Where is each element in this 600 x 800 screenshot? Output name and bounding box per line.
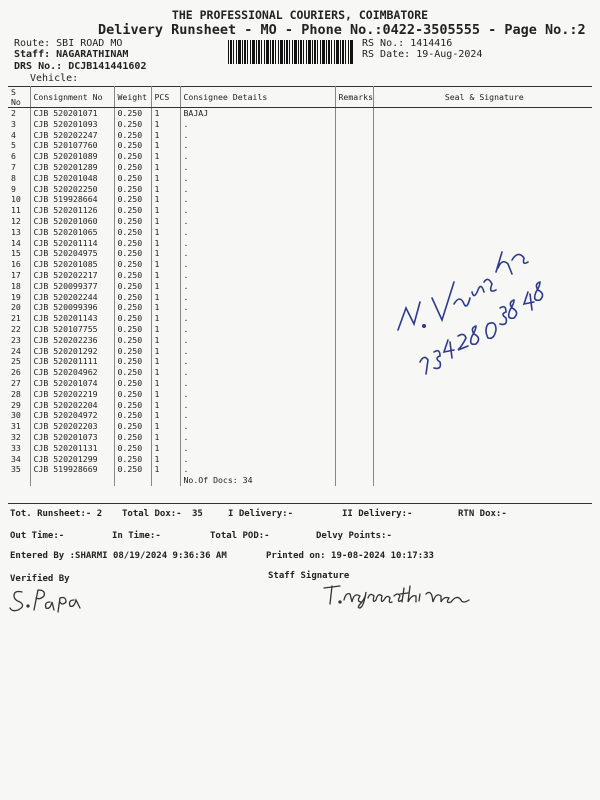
table-row [8,389,592,400]
in-time: In Time:- [112,531,161,541]
cell-consignment: CJB 520201111 [30,356,114,367]
cell-sno: 26 [8,367,30,378]
vehicle-label: Vehicle: [30,73,79,84]
cell-sno: 2 [8,108,30,119]
cell-sno: 12 [8,216,30,227]
cell-consignment: CJB 520201143 [30,313,114,324]
cell-remarks [335,324,373,335]
table-bottom-rule [8,503,592,504]
cell-consignee: . [180,443,335,454]
cell-consignment: CJB 520201114 [30,238,114,249]
cell-pcs: 1 [151,346,180,357]
cell-remarks [335,313,373,324]
cell-seal [373,443,592,454]
cell-weight: 0.250 [114,162,151,173]
rtn-dox: RTN Dox:- [458,509,507,519]
cell-sno: 5 [8,140,30,151]
cell-pcs: 1 [151,130,180,141]
rs-no-label: RS No.: [362,38,405,49]
cell-consignee: . [180,281,335,292]
cell-weight: 0.250 [114,389,151,400]
cell-seal [373,194,592,205]
cell-weight: 0.250 [114,443,151,454]
cell-sno: 4 [8,130,30,141]
cell-remarks [335,151,373,162]
table-row [8,454,592,465]
cell-remarks [335,205,373,216]
cell-sno: 28 [8,389,30,400]
cell-weight: 0.250 [114,119,151,130]
cell-consignee: . [180,313,335,324]
cell-consignee: . [180,464,335,475]
cell-seal [373,400,592,411]
table-row [8,184,592,195]
col-sno: S No [8,87,30,108]
cell-weight: 0.250 [114,421,151,432]
cell-seal [373,162,592,173]
cell-weight: 0.250 [114,410,151,421]
cell-weight: 0.250 [114,454,151,465]
rs-date-line [362,49,482,60]
cell-remarks [335,432,373,443]
cell-consignment: CJB 520202219 [30,389,114,400]
route-value: SBI ROAD MO [56,38,123,49]
cell-pcs: 1 [151,248,180,259]
cell-sno: 20 [8,302,30,313]
cell-sno: 21 [8,313,30,324]
route-line [14,38,122,49]
entered-by: Entered By :SHARMI 08/19/2024 9:36:36 AM [10,551,227,561]
cell-consignee: . [180,173,335,184]
cell-sno: 15 [8,248,30,259]
cell-seal [373,421,592,432]
total-pod: Total POD:- [210,531,270,541]
cell-consignment: CJB 520201085 [30,259,114,270]
cell-consignment: CJB 520204972 [30,410,114,421]
cell-seal [373,184,592,195]
cell-consignee: . [180,270,335,281]
cell-seal [373,119,592,130]
cell-consignment: CJB 520201126 [30,205,114,216]
cell-sno: 17 [8,270,30,281]
cell-consignee: . [180,356,335,367]
cell-pcs: 1 [151,367,180,378]
cell-consignee: . [180,454,335,465]
col-consignee: Consignee Details [180,87,335,108]
cell-pcs: 1 [151,140,180,151]
cell-pcs: 1 [151,119,180,130]
cell-pcs: 1 [151,443,180,454]
cell-pcs: 1 [151,238,180,249]
cell-pcs: 1 [151,108,180,119]
cell-pcs: 1 [151,194,180,205]
staff-signature-label: Staff Signature [268,571,350,581]
cell-sno: 10 [8,194,30,205]
cell-pcs: 1 [151,162,180,173]
cell-consignee: . [180,162,335,173]
cell-consignment: CJB 519928664 [30,194,114,205]
cell-sno: 3 [8,119,30,130]
cell-sno: 34 [8,454,30,465]
cell-consignee: . [180,227,335,238]
cell-consignment: CJB 520202236 [30,335,114,346]
cell-consignee: . [180,346,335,357]
cell-remarks [335,302,373,313]
cell-weight: 0.250 [114,367,151,378]
cell-sno: 9 [8,184,30,195]
rs-date-label: RS Date: [362,49,411,60]
table-row [8,194,592,205]
cell-consignee: . [180,302,335,313]
runsheet-title: Delivery Runsheet - MO - Phone No.:0422-3505555 - Page No.:2 [98,22,586,38]
cell-sno: 11 [8,205,30,216]
cell-remarks [335,464,373,475]
staff-signature [322,580,494,610]
empty-cell [151,475,180,486]
cell-remarks [335,443,373,454]
verifier-signature [8,584,90,614]
table-row [8,151,592,162]
table-row [8,140,592,151]
company-name: THE PROFESSIONAL COURIERS, COIMBATORE [171,8,429,22]
cell-weight: 0.250 [114,378,151,389]
cell-sno: 18 [8,281,30,292]
cell-consignee: . [180,140,335,151]
rs-date-value: 19-Aug-2024 [416,49,483,60]
total-dox-value: 35 [192,509,203,519]
cell-pcs: 1 [151,378,180,389]
delvy-points: Delvy Points:- [316,531,392,541]
cell-pcs: 1 [151,421,180,432]
staff-label: Staff: [14,49,51,60]
cell-weight: 0.250 [114,151,151,162]
cell-remarks [335,356,373,367]
table-row [8,421,592,432]
cell-remarks [335,194,373,205]
cell-pcs: 1 [151,335,180,346]
cell-pcs: 1 [151,270,180,281]
cell-consignee: . [180,248,335,259]
rs-no-value: 1414416 [410,38,453,49]
cell-sno: 14 [8,238,30,249]
empty-cell [8,475,30,486]
cell-seal [373,140,592,151]
drs-label: DRS No.: [14,61,63,72]
cell-remarks [335,454,373,465]
cell-remarks [335,162,373,173]
barcode-image [228,40,354,64]
cell-weight: 0.250 [114,140,151,151]
cell-remarks [335,216,373,227]
cell-remarks [335,259,373,270]
cell-consignment: CJB 520201131 [30,443,114,454]
cell-seal [373,464,592,475]
col-seal: Seal & Signature [373,87,592,108]
cell-consignment: CJB 520107760 [30,140,114,151]
cell-consignee: . [180,292,335,303]
cell-consignee: . [180,367,335,378]
table-row [8,119,592,130]
cell-pcs: 1 [151,313,180,324]
cell-consignment: CJB 520202250 [30,184,114,195]
cell-sno: 6 [8,151,30,162]
cell-sno: 25 [8,356,30,367]
table-row [8,173,592,184]
staff-value: NAGARATHINAM [56,49,129,60]
cell-seal [373,173,592,184]
cell-consignee: . [180,205,335,216]
cell-pcs: 1 [151,227,180,238]
cell-consignment: CJB 520204962 [30,367,114,378]
cell-consignee: . [180,378,335,389]
cell-sno: 32 [8,432,30,443]
cell-weight: 0.250 [114,227,151,238]
table-row [8,432,592,443]
cell-consignment: CJB 520201289 [30,162,114,173]
cell-remarks [335,367,373,378]
cell-consignment: CJB 520202203 [30,421,114,432]
cell-seal [373,432,592,443]
cell-weight: 0.250 [114,194,151,205]
cell-sno: 30 [8,410,30,421]
cell-weight: 0.250 [114,259,151,270]
no-of-docs: No.Of Docs: 34 [180,475,335,486]
cell-remarks [335,400,373,411]
cell-weight: 0.250 [114,324,151,335]
printed-on: Printed on: 19-08-2024 10:17:33 [266,551,434,561]
cell-weight: 0.250 [114,205,151,216]
rs-no-line [362,38,452,49]
staff-line [14,49,128,60]
cell-seal [373,151,592,162]
cell-remarks [335,130,373,141]
cell-weight: 0.250 [114,335,151,346]
cell-pcs: 1 [151,454,180,465]
cell-consignment: CJB 520201073 [30,432,114,443]
route-label: Route: [14,38,51,49]
cell-sno: 31 [8,421,30,432]
cell-consignee: . [180,216,335,227]
cell-consignee: . [180,119,335,130]
cell-consignment: CJB 520107755 [30,324,114,335]
cell-consignment: CJB 520202204 [30,400,114,411]
cell-consignment: CJB 520201074 [30,378,114,389]
cell-consignment: CJB 520202244 [30,292,114,303]
cell-consignment: CJB 520202217 [30,270,114,281]
cell-consignee: . [180,151,335,162]
cell-pcs: 1 [151,151,180,162]
cell-pcs: 1 [151,184,180,195]
cell-consignment: CJB 520201071 [30,108,114,119]
cell-sno: 29 [8,400,30,411]
cell-weight: 0.250 [114,292,151,303]
cell-sno: 35 [8,464,30,475]
table-row [8,130,592,141]
cell-sno: 33 [8,443,30,454]
empty-cell [114,475,151,486]
cell-consignment: CJB 520201093 [30,119,114,130]
table-row [8,410,592,421]
cell-pcs: 1 [151,432,180,443]
verified-by-label: Verified By [10,574,70,584]
docs-count-row [8,475,592,486]
cell-consignee: . [180,389,335,400]
cell-weight: 0.250 [114,184,151,195]
cell-remarks [335,346,373,357]
cell-pcs: 1 [151,324,180,335]
cell-consignment: CJB 520202247 [30,130,114,141]
cell-remarks [335,227,373,238]
cell-consignee: . [180,184,335,195]
cell-remarks [335,248,373,259]
cell-remarks [335,335,373,346]
cell-sno: 16 [8,259,30,270]
cell-consignee: . [180,238,335,249]
cell-consignee: . [180,432,335,443]
ii-delivery: II Delivery:- [342,509,413,519]
col-weight: Weight [114,87,151,108]
cell-consignee: . [180,335,335,346]
cell-pcs: 1 [151,410,180,421]
receiver-signature [388,212,558,387]
table-row [8,162,592,173]
cell-pcs: 1 [151,400,180,411]
cell-pcs: 1 [151,389,180,400]
cell-remarks [335,410,373,421]
cell-weight: 0.250 [114,238,151,249]
cell-consignment: CJB 520201292 [30,346,114,357]
cell-seal [373,108,592,119]
cell-consignment: CJB 520099396 [30,302,114,313]
cell-weight: 0.250 [114,270,151,281]
cell-remarks [335,421,373,432]
cell-seal [373,389,592,400]
cell-consignment: CJB 520201089 [30,151,114,162]
cell-sno: 24 [8,346,30,357]
cell-seal [373,130,592,141]
i-delivery: I Delivery:- [228,509,294,519]
cell-sno: 27 [8,378,30,389]
cell-remarks [335,184,373,195]
cell-pcs: 1 [151,302,180,313]
cell-consignee: . [180,259,335,270]
cell-pcs: 1 [151,205,180,216]
cell-pcs: 1 [151,356,180,367]
empty-cell [335,475,373,486]
cell-consignee: . [180,421,335,432]
cell-pcs: 1 [151,173,180,184]
out-time: Out Time:- [10,531,65,541]
cell-weight: 0.250 [114,302,151,313]
cell-weight: 0.250 [114,216,151,227]
cell-remarks [335,238,373,249]
cell-pcs: 1 [151,259,180,270]
cell-pcs: 1 [151,281,180,292]
cell-seal [373,454,592,465]
cell-sno: 23 [8,335,30,346]
cell-weight: 0.250 [114,400,151,411]
cell-weight: 0.250 [114,346,151,357]
cell-sno: 8 [8,173,30,184]
cell-remarks [335,281,373,292]
cell-weight: 0.250 [114,248,151,259]
table-header [8,87,592,108]
cell-sno: 19 [8,292,30,303]
cell-consignment: CJB 520201299 [30,454,114,465]
cell-remarks [335,119,373,130]
cell-sno: 22 [8,324,30,335]
cell-sno: 13 [8,227,30,238]
total-dox-label: Total Dox:- [122,509,182,519]
cell-weight: 0.250 [114,108,151,119]
cell-consignment: CJB 520201060 [30,216,114,227]
cell-remarks [335,292,373,303]
cell-consignee: . [180,130,335,141]
cell-consignee: BAJAJ [180,108,335,119]
cell-seal [373,410,592,421]
cell-remarks [335,270,373,281]
table-row [8,108,592,119]
cell-consignee: . [180,410,335,421]
cell-remarks [335,378,373,389]
drs-value: DCJB141441602 [68,61,147,72]
cell-remarks [335,108,373,119]
cell-weight: 0.250 [114,464,151,475]
cell-remarks [335,140,373,151]
table-row [8,400,592,411]
drs-line [14,61,146,72]
col-remarks: Remarks [335,87,373,108]
cell-weight: 0.250 [114,313,151,324]
cell-consignee: . [180,194,335,205]
cell-consignment: CJB 519928669 [30,464,114,475]
cell-remarks [335,389,373,400]
cell-consignment: CJB 520201065 [30,227,114,238]
cell-consignee: . [180,324,335,335]
cell-weight: 0.250 [114,432,151,443]
col-pcs: PCS [151,87,180,108]
tot-runsheet: Tot. Runsheet:- 2 [10,509,103,519]
col-consignment: Consignment No [30,87,114,108]
cell-remarks [335,173,373,184]
table-row [8,443,592,454]
cell-consignment: CJB 520201048 [30,173,114,184]
empty-cell [373,475,592,486]
cell-consignment: CJB 520099377 [30,281,114,292]
table-row [8,464,592,475]
cell-weight: 0.250 [114,356,151,367]
cell-weight: 0.250 [114,130,151,141]
cell-pcs: 1 [151,464,180,475]
cell-consignee: . [180,400,335,411]
empty-cell [30,475,114,486]
cell-weight: 0.250 [114,173,151,184]
cell-consignment: CJB 520204975 [30,248,114,259]
cell-pcs: 1 [151,292,180,303]
cell-pcs: 1 [151,216,180,227]
cell-weight: 0.250 [114,281,151,292]
cell-sno: 7 [8,162,30,173]
